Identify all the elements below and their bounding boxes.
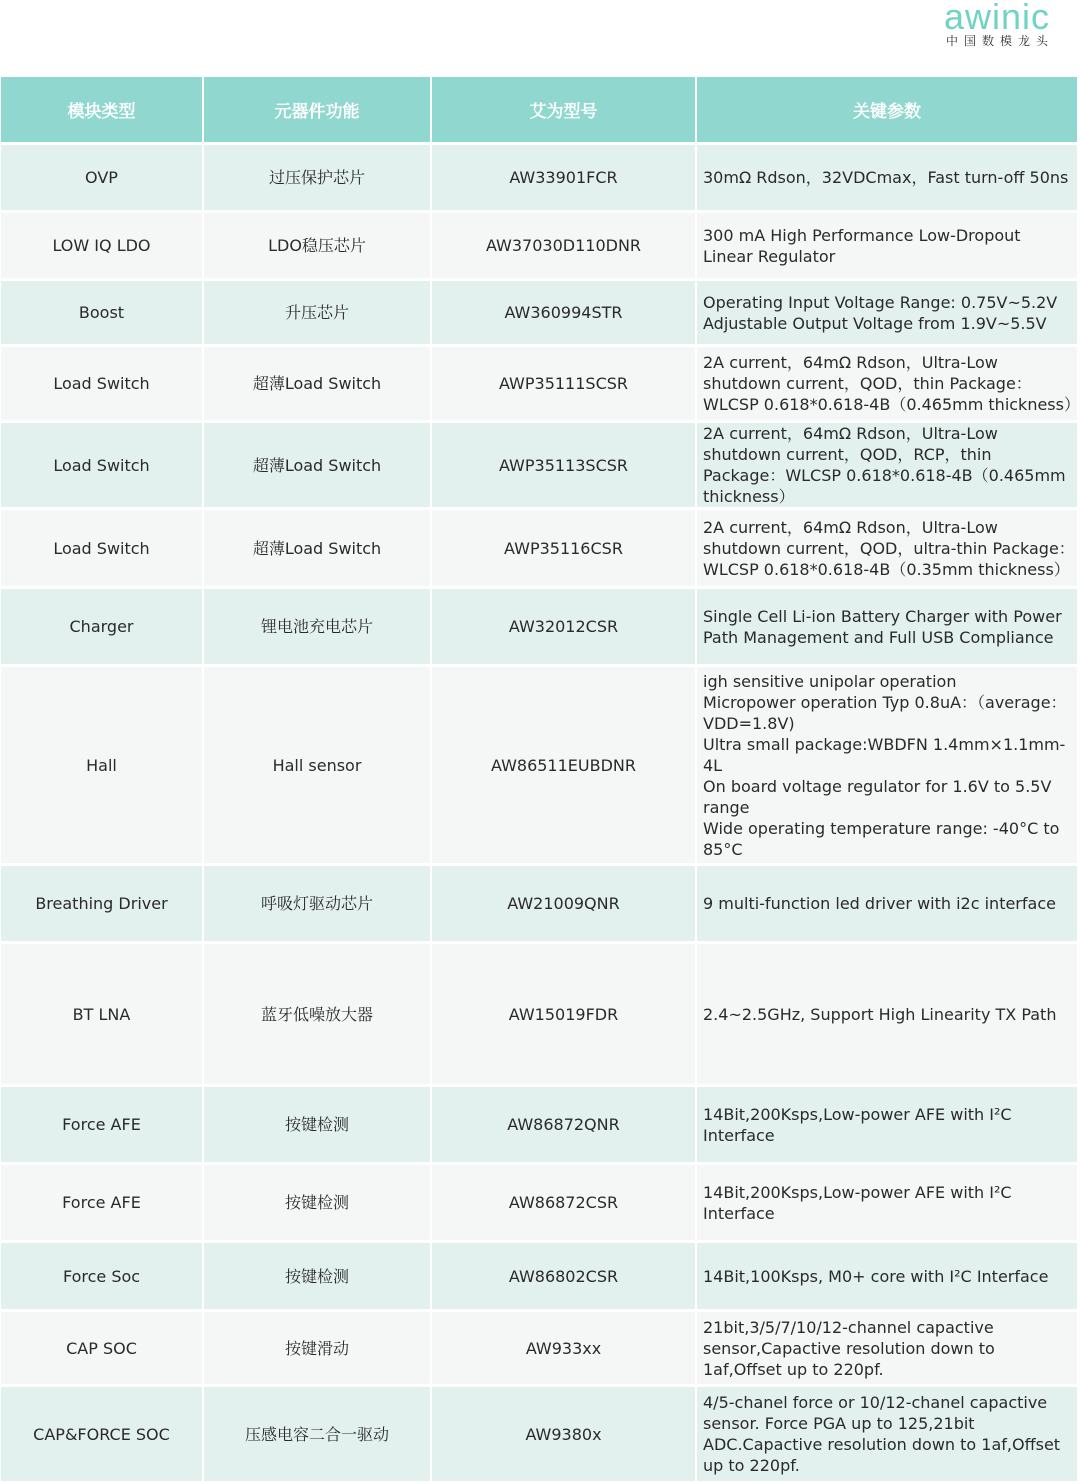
header-component-function: 元器件功能 [204, 77, 430, 142]
cell-function: 过压保护芯片 [204, 145, 430, 210]
table-header-row [1, 77, 1077, 142]
cell-model: AW86872CSR [432, 1165, 695, 1240]
table-row [1, 1087, 1077, 1162]
cell-function: 蓝牙低噪放大器 [204, 944, 430, 1084]
cell-key-parameters [697, 145, 1077, 210]
table-row [1, 1165, 1077, 1240]
cell-function: 超薄Load Switch [204, 510, 430, 586]
cell-key-parameters [697, 589, 1077, 664]
table-row [1, 866, 1077, 941]
cell-module-type: OVP [1, 145, 202, 210]
table-row [1, 213, 1077, 278]
cell-module-type: CAP&FORCE SOC [1, 1387, 202, 1481]
table-row [1, 1387, 1077, 1481]
param-line: 2A current，64mΩ Rdson，Ultra-Low shutdown current，QOD，ultra-thin Package：WLCSP 0.618*0.618-4B（0.35mm thickness） [703, 517, 1075, 579]
cell-model: AW86872QNR [432, 1087, 695, 1162]
cell-key-parameters [697, 1243, 1077, 1309]
param-line: 14Bit,100Ksps, M0+ core with I²C Interface [703, 1266, 1049, 1286]
param-line: 9 multi-function led driver with i2c interface [703, 894, 1056, 913]
cell-key-parameters [697, 347, 1080, 420]
product-table [0, 74, 1079, 1484]
cell-module-type: Boost [1, 281, 202, 344]
table-row [1, 510, 1077, 586]
cell-model: AW15019FDR [432, 944, 695, 1084]
cell-model: AW21009QNR [432, 866, 695, 941]
header-module-type: 模块类型 [1, 77, 202, 142]
table-row [1, 347, 1077, 420]
cell-model: AW86511EUBDNR [432, 667, 695, 863]
cell-module-type: Load Switch [1, 510, 202, 586]
cell-model: AWP35111SCSR [432, 347, 695, 420]
cell-module-type: Load Switch [1, 423, 202, 507]
table-row [1, 1312, 1077, 1384]
brand-logo [940, 0, 1054, 48]
table-row [1, 145, 1077, 210]
table-row [1, 589, 1077, 664]
cell-module-type: Force AFE [1, 1165, 202, 1240]
cell-module-type: LOW IQ LDO [1, 213, 202, 278]
table-row [1, 281, 1077, 344]
cell-module-type: Load Switch [1, 347, 202, 420]
cell-key-parameters [697, 281, 1077, 344]
param-line: 14Bit,200Ksps,Low-power AFE with I²C Interface [703, 1104, 1012, 1145]
cell-function: 升压芯片 [204, 281, 430, 344]
cell-key-parameters [697, 667, 1077, 863]
cell-model: AWP35113SCSR [432, 423, 695, 507]
cell-function: Hall sensor [204, 667, 430, 863]
param-line: 300 mA High Performance Low-Dropout Linear Regulator [703, 225, 1021, 266]
param-line: Single Cell Li-ion Battery Charger with Power Path Management and Full USB Compliance [703, 606, 1062, 647]
table-row [1, 423, 1077, 507]
cell-key-parameters [697, 1387, 1077, 1481]
cell-function: 按键检测 [204, 1243, 430, 1309]
table-body [1, 145, 1080, 1481]
brand-name: awinic [943, 0, 1051, 37]
cell-key-parameters [697, 1312, 1077, 1384]
param-line: Operating Input Voltage Range: 0.75V~5.2V [703, 292, 1058, 312]
cell-key-parameters [697, 510, 1077, 586]
cell-function: 压感电容二合一驱动 [204, 1387, 430, 1481]
param-line: 21bit,3/5/7/10/12-channel capactive sensor,Capactive resolution down to 1af,Offset up to 220pf. [703, 1317, 995, 1379]
param-line: 14Bit,200Ksps,Low-power AFE with I²C Interface [703, 1182, 1012, 1223]
cell-module-type: CAP SOC [1, 1312, 202, 1384]
cell-function: 按键检测 [204, 1165, 430, 1240]
cell-model: AW933xx [432, 1312, 695, 1384]
cell-function: 呼吸灯驱动芯片 [204, 866, 430, 941]
cell-model: AW360994STR [432, 281, 695, 344]
cell-module-type: Breathing Driver [1, 866, 202, 941]
param-line: 30mΩ Rdson，32VDCmax，Fast turn-off 50ns [703, 168, 1069, 187]
cell-model: AW9380x [432, 1387, 695, 1481]
param-line: Wide operating temperature range: -40°C to 85°C [703, 818, 1060, 859]
cell-key-parameters [697, 944, 1077, 1084]
cell-key-parameters [697, 1087, 1077, 1162]
cell-module-type: Hall [1, 667, 202, 863]
header-key-parameters: 关键参数 [697, 77, 1077, 142]
cell-key-parameters [697, 866, 1077, 941]
param-line: On board voltage regulator for 1.6V to 5.5V range [703, 776, 1052, 817]
brand-tagline: 中国数模龙头 [945, 34, 1054, 48]
param-line: Adjustable Output Voltage from 1.9V~5.5V [703, 313, 1047, 333]
table-row [1, 667, 1077, 863]
table-row [1, 944, 1077, 1084]
table-row [1, 1243, 1077, 1309]
cell-module-type: Force AFE [1, 1087, 202, 1162]
cell-function: 按键检测 [204, 1087, 430, 1162]
cell-model: AW37030D110DNR [432, 213, 695, 278]
cell-model: AW33901FCR [432, 145, 695, 210]
cell-function: 锂电池充电芯片 [204, 589, 430, 664]
cell-model: AWP35116CSR [432, 510, 695, 586]
cell-function: 超薄Load Switch [204, 423, 430, 507]
cell-key-parameters [697, 423, 1077, 507]
param-line: 2A current，64mΩ Rdson，Ultra-Low shutdown current，QOD，RCP，thin Package：WLCSP 0.618*0.618-4B（0.465mm thickness） [703, 424, 1066, 506]
param-line: 2A current，64mΩ Rdson，Ultra-Low shutdown current，QOD，thin Package：WLCSP 0.618*0.618-4B（0.465mm thickness） [703, 353, 1080, 414]
cell-function: LDO稳压芯片 [204, 213, 430, 278]
param-line: 2.4~2.5GHz, Support High Linearity TX Path [703, 1004, 1057, 1024]
cell-module-type: Charger [1, 589, 202, 664]
param-line: Ultra small package:WBDFN 1.4mm×1.1mm-4L [703, 734, 1066, 775]
cell-key-parameters [697, 213, 1077, 278]
cell-model: AW32012CSR [432, 589, 695, 664]
header-model-number: 艾为型号 [432, 77, 695, 142]
cell-function: 按键滑动 [204, 1312, 430, 1384]
param-line: 4/5-chanel force or 10/12-chanel capactive sensor. Force PGA up to 125,21bit ADC.Capactive resolution down to 1af,Offset up to 220pf. [703, 1393, 1061, 1475]
cell-key-parameters [697, 1165, 1077, 1240]
param-line: igh sensitive unipolar operation [703, 671, 957, 691]
cell-module-type: BT LNA [1, 944, 202, 1084]
cell-model: AW86802CSR [432, 1243, 695, 1309]
cell-module-type: Force Soc [1, 1243, 202, 1309]
param-line: Micropower operation Typ 0.8uA：（average：VDD=1.8V) [703, 692, 1067, 733]
cell-function: 超薄Load Switch [204, 347, 430, 420]
